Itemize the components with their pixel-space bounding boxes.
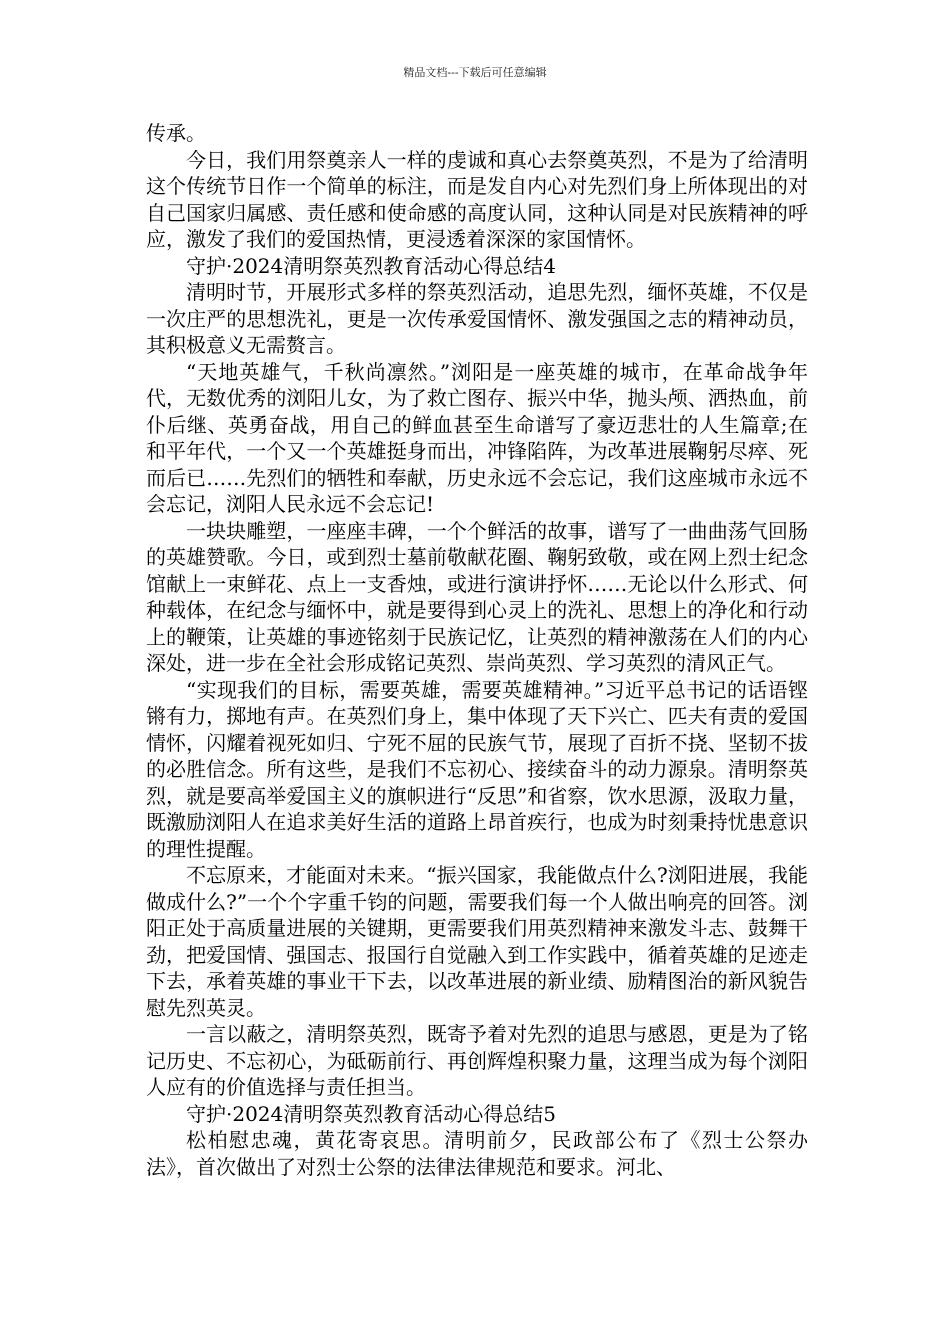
paragraph: 清明时节，开展形式多样的祭英烈活动，追思先烈，缅怀英雄，不仅是一次庄严的思想洗礼，更是一次传承爱国情怀、激发强国之志的精神动员，其积极意义无需赘言。 (146, 280, 808, 357)
paragraph: 不忘原来，才能面对未来。“振兴国家，我能做点什么?浏阳进展，我能做成什么?”一个个字重千钧的问题，需要我们每一个人做出响亮的回答。浏阳正处于高质量进展的关键期，更需要我们用英烈精神来激发斗志、鼓舞干劲，把爱国情、强国志、报国行自觉融入到工作实践中，循着英雄的足迹走下去，承着英雄的事业干下去，以改革进展的新业绩、励精图治的新风貌告慰先烈英灵。 (146, 863, 808, 1020)
page-header: 精品文档---下载后可任意编辑 (403, 66, 547, 79)
paragraph: “实现我们的目标，需要英雄，需要英雄精神。”习近平总书记的话语铿锵有力，掷地有声。在英烈们身上，集中体现了天下兴亡、匹夫有责的爱国情怀，闪耀着视死如归、宁死不屈的民族气节，展现了百折不挠、坚韧不拔的必胜信念。所有这些，是我们不忘初心、接续奋斗的动力源泉。清明祭英烈，就是要高举爱国主义的旗帜进行“反思”和省察，饮水思源，汲取力量，既激励浏阳人在追求美好生活的道路上昂首疾行，也成为时刻秉持忧患意识的理性提醒。 (146, 677, 808, 861)
paragraph: 松柏慰忠魂，黄花寄哀思。清明前夕，民政部公布了《烈士公祭办法》，首次做出了对烈士公祭的法律法律规范和要求。河北、 (146, 1128, 808, 1179)
paragraph: “天地英雄气，千秋尚凛然。”浏阳是一座英雄的城市，在革命战争年代，无数优秀的浏阳儿女，为了救亡图存、振兴中华，抛头颅、洒热血，前仆后继、英勇奋战，用自己的鲜血甚至生命谱写了豪迈悲壮的人生篇章;在和平年代，一个又一个英雄挺身而出，冲锋陷阵，为改革进展鞠躬尽瘁、死而后已……先烈们的牺牲和奉献，历史永远不会忘记，我们这座城市永远不会忘记，浏阳人民永远不会忘记! (146, 359, 808, 516)
paragraph: 一言以蔽之，清明祭英烈，既寄予着对先烈的追思与感恩，更是为了铭记历史、不忘初心，为砥砺前行、再创辉煌积聚力量，这理当成为每个浏阳人应有的价值选择与责任担当。 (146, 1022, 808, 1099)
paragraph-continuation: 传承。 (146, 121, 206, 145)
section-title-4: 守护·2024清明祭英烈教育活动心得总结4 (186, 253, 556, 278)
paragraph: 一块块雕塑，一座座丰碑，一个个鲜活的故事，谱写了一曲曲荡气回肠的英雄赞歌。今日，或到烈士墓前敬献花圈、鞠躬致敬，或在网上烈士纪念馆献上一束鲜花、点上一支香烛，或进行演讲抒怀……无论以什么形式、何种载体，在纪念与缅怀中，就是要得到心灵上的洗礼、思想上的净化和行动上的鞭策，让英雄的事迹铭刻于民族记忆，让英烈的精神激荡在人们的内心深处，进一步在全社会形成铭记英烈、崇尚英烈、学习英烈的清风正气。 (146, 518, 808, 675)
section-title-5: 守护·2024清明祭英烈教育活动心得总结5 (186, 1101, 556, 1126)
paragraph: 今日，我们用祭奠亲人一样的虔诚和真心去祭奠英烈，不是为了给清明这个传统节日作一个简单的标注，而是发自内心对先烈们身上所体现出的对自己国家归属感、责任感和使命感的高度认同，这种认同是对民族精神的呼应，激发了我们的爱国热情，更浸透着深深的家国情怀。 (146, 147, 808, 251)
document-body (146, 120, 808, 1180)
